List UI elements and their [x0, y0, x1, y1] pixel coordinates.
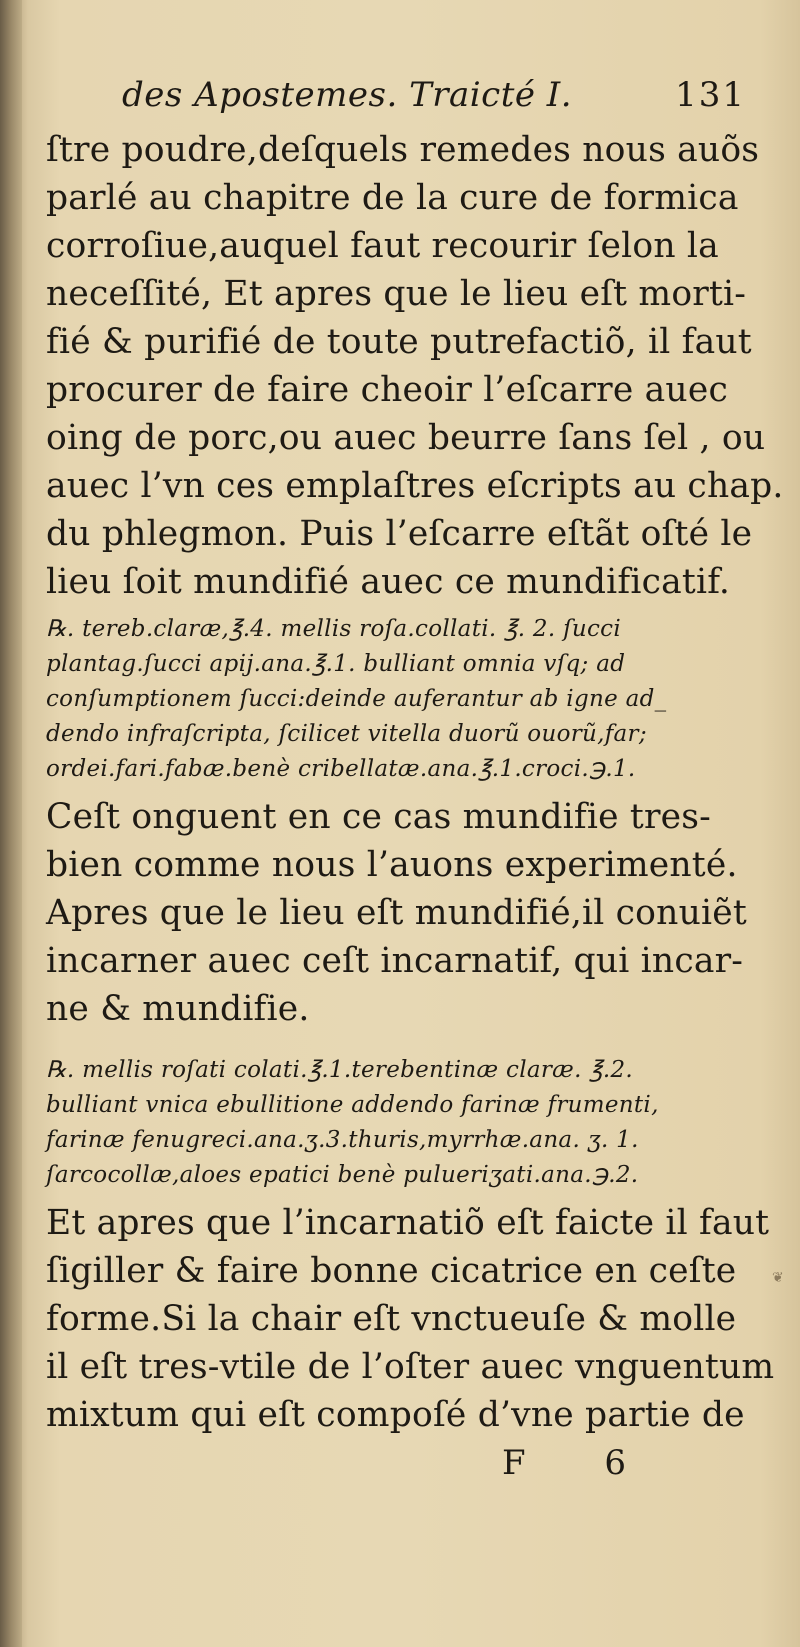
recipe-line: bulliant vnica ebullitione addendo farinæ frumenti,: [46, 1092, 659, 1118]
recipe-2: [46, 1053, 746, 1193]
text-line: incarner auec ceſt incarnatif, qui incar-: [46, 941, 744, 981]
text-line: forme.Si la chair eſt vnctueuſe & molle: [46, 1299, 737, 1339]
text-line: ſigiller & faire bonne cicatrice en ceſte: [46, 1251, 737, 1291]
text-line: fié & purifié de toute putrefactiõ, il faut: [46, 322, 752, 362]
page-number: 131: [675, 75, 746, 115]
text-block: [46, 64, 784, 1489]
text-line: lieu ſoit mundifié auec ce mundificatif.: [46, 562, 731, 602]
recipe-line: farinæ fenugreci.ana.ʒ.3.thuris,myrrhæ.ana. ʒ. 1.: [46, 1127, 639, 1153]
signature-mark: F 6: [502, 1443, 661, 1483]
paragraph-2: [46, 793, 746, 1033]
text-line: auec l’vn ces emplaſtres eſcripts au chap.: [46, 466, 784, 506]
text-line: Apres que le lieu eſt mundifié,il conuiẽt: [46, 893, 747, 933]
recipe-line: ſarcocollæ,aloes epatici benè pulueriʒati.ana.℈.2.: [46, 1162, 639, 1188]
text-line: bien comme nous l’auons experimenté.: [46, 845, 738, 885]
text-line: oing de porc,ou auec beurre ſans ſel , ou: [46, 418, 766, 458]
text-line: Ceſt onguent en ce cas mundifie tres-: [46, 797, 712, 837]
text-line: neceſſité, Et apres que le lieu eſt morti-: [46, 274, 747, 314]
text-line: mixtum qui eſt compoſé d’vne partie de: [46, 1395, 745, 1435]
page-footer: [46, 1439, 746, 1489]
recipe-line: conſumptionem ſucci:deinde auferantur ab igne ad_: [46, 686, 667, 712]
text-line: procurer de faire cheoir l’eſcarre auec: [46, 370, 728, 410]
running-title: des Apostemes. Traicté I.: [122, 75, 573, 115]
recipe-line: plantag.ſucci apij.ana.℥.1. bulliant omnia vſq; ad: [46, 651, 626, 677]
margin-ornament-icon: ❦: [772, 1270, 784, 1286]
recipe-1: [46, 612, 746, 787]
text-line: corroſiue,auquel faut recourir ſelon la: [46, 226, 719, 266]
recipe-line: dendo infraſcripta, ſcilicet vitella duorũ ouorũ,far;: [46, 721, 647, 747]
text-line: il eſt tres-vtile de l’oſter auec vnguentum: [46, 1347, 775, 1387]
text-line: du phlegmon. Puis l’eſcarre eſtãt oſté le: [46, 514, 753, 554]
text-line: Et apres que l’incarnatiõ eſt faicte il faut: [46, 1203, 770, 1243]
recipe-line: ordei.fari.fabæ.benè cribellatæ.ana.℥.1.croci.℈.1.: [46, 756, 636, 782]
recipe-line: ℞. mellis roſati colati.℥.1.terebentinæ claræ. ℥.2.: [46, 1057, 634, 1083]
text-line: parlé au chapitre de la cure de formica: [46, 178, 739, 218]
text-line: ne & mundifie.: [46, 989, 310, 1029]
paragraph-3: [46, 1199, 775, 1439]
text-line: ſtre poudre,deſquels remedes nous auõs: [46, 130, 760, 170]
running-head: [46, 64, 746, 126]
recipe-line: ℞. tereb.claræ,℥.4. mellis roſa.collati. ℥. 2. ſucci: [46, 616, 622, 642]
paragraph-1: [46, 126, 784, 606]
binding-gutter: [0, 0, 22, 1647]
